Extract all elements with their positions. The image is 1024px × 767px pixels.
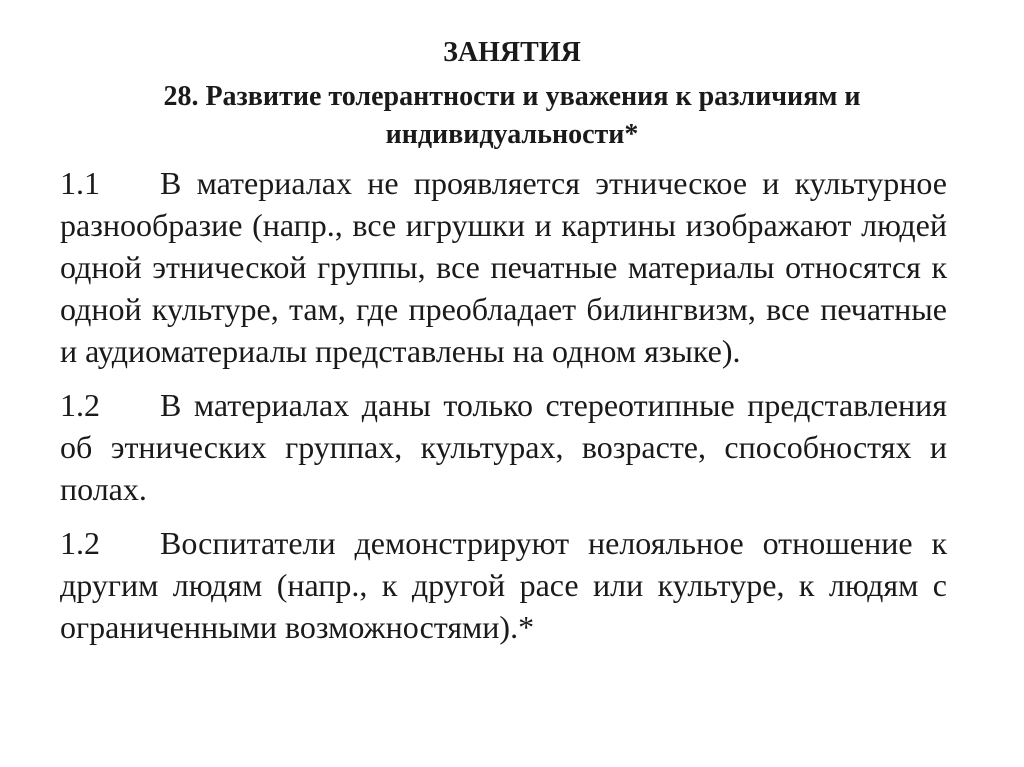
criteria-item-2 — [60, 384, 947, 510]
item-text: Воспитатели демонстрируют нелояльное отношение к другим людям (напр., к другой расе или культуре, к людям с ограниченными возможностями).* — [60, 525, 947, 645]
item-text: В материалах даны только стереотипные представления об этнических группах, культурах, возрасте, способностях и полах. — [60, 387, 947, 507]
section-heading: ЗАНЯТИЯ — [443, 37, 581, 68]
criteria-item-1 — [60, 162, 947, 372]
page-title: 28. Развитие толерантности и уважения к различиям и индивидуальности* — [163, 81, 861, 150]
item-number: 1.2 — [60, 387, 100, 423]
criteria-item-3 — [60, 522, 947, 648]
item-text: В материалах не проявляется этническое и культурное разнообразие (напр., все игрушки и картины изображают людей одной этнической группы, все печатные материалы относятся к одной культуре, там, где преобладает билингвизм, все печатные и аудиоматериалы представлены на одном языке). — [60, 165, 947, 369]
item-number: 1.2 — [60, 525, 100, 561]
item-number: 1.1 — [60, 165, 100, 201]
criteria-list — [60, 162, 947, 660]
